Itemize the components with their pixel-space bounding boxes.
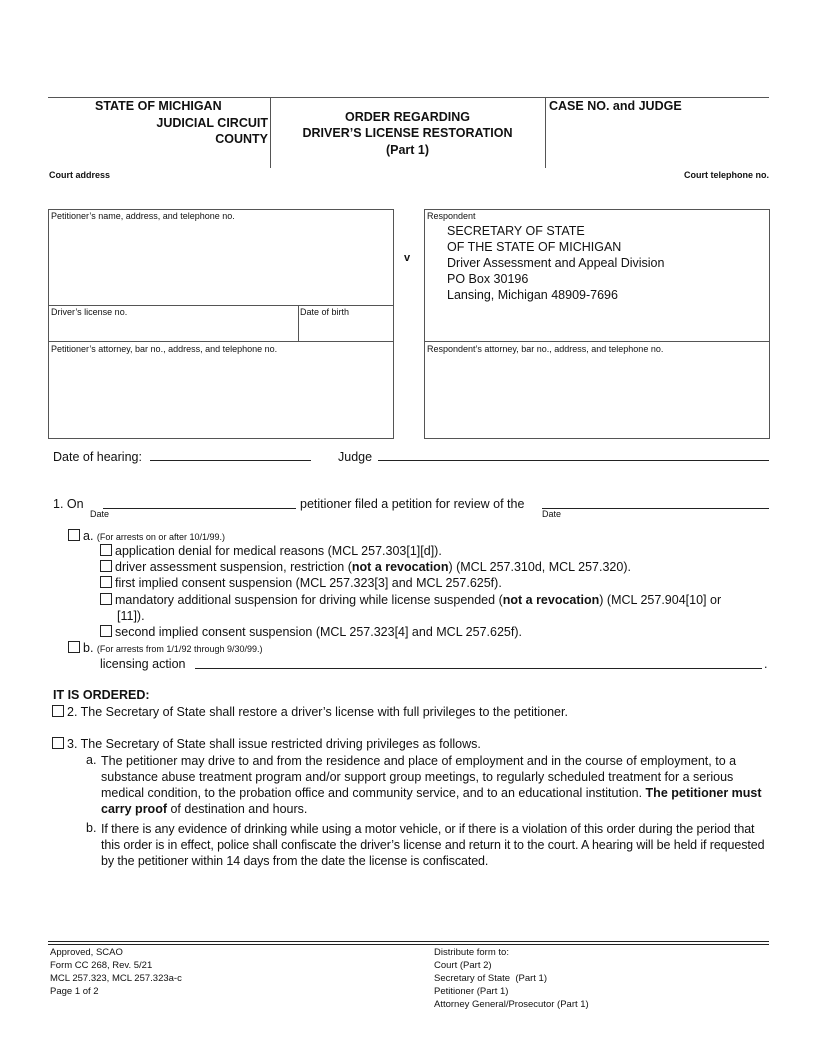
footer-line: Approved, SCAO <box>50 947 123 958</box>
license-field[interactable]: Driver’s license no. <box>51 307 128 317</box>
footer-line: Attorney General/Prosecutor (Part 1) <box>434 999 589 1010</box>
judge-label: Judge <box>338 450 373 464</box>
order-b-label: b. <box>86 821 97 835</box>
option-text: mandatory additional suspension for driving while license suspended ( <box>115 593 503 607</box>
checkbox[interactable] <box>100 593 112 605</box>
hearing-date-label: Date of hearing: <box>53 450 142 464</box>
petitioner-attorney-field[interactable]: Petitioner’s attorney, bar no., address, and telephone no. <box>51 344 278 354</box>
order-text: The petitioner may drive to and from the residence and place of employment and in the course of employment, to a substance abuse treatment program and/or support group meetings, to regularly scheduled treatment for a serious medical condition, to the probation office and community service, and to an educational institution. <box>101 754 737 800</box>
footer-line: Page 1 of 2 <box>50 986 99 997</box>
option-text: driver assessment suspension, restriction ( <box>115 560 352 574</box>
option-b[interactable] <box>68 641 263 655</box>
option-text: not a revocation <box>351 560 449 574</box>
order-heading: IT IS ORDERED: <box>53 688 150 702</box>
form-title: ORDER REGARDING <box>344 110 470 124</box>
item1-on: 1. On <box>53 497 84 511</box>
order-item-2[interactable] <box>52 705 568 719</box>
county-label: COUNTY <box>215 132 268 146</box>
option-text: second implied consent suspension (MCL 257.323[4] and MCL 257.625f). <box>115 625 522 639</box>
form-title: DRIVER’S LICENSE RESTORATION <box>302 126 513 140</box>
respondent-label: Respondent <box>427 211 476 221</box>
divider <box>545 97 546 168</box>
respondent-address <box>447 223 664 303</box>
checkbox[interactable] <box>52 737 64 749</box>
option-note: (For arrests on or after 10/1/99.) <box>96 532 225 542</box>
option-text: first implied consent suspension (MCL 257.323[3] and MCL 257.625f). <box>115 576 502 590</box>
option-label: b. <box>83 641 94 655</box>
order-a-label: a. <box>86 753 97 767</box>
court-address-label: Court address <box>49 170 111 180</box>
filed-date-input[interactable] <box>103 508 296 509</box>
option-text: application denial for medical reasons (MCL 257.303[1][d]). <box>115 544 442 558</box>
court-phone-label: Court telephone no. <box>684 170 769 180</box>
period: . <box>764 657 768 671</box>
footer-line: Form CC 268, Rev. 5/21 <box>50 960 153 971</box>
order-b-text: If there is any evidence of drinking while using a motor vehicle, or if there is a violation of this order during the period that this order is in effect, police shall confiscate the driver’s license and return it to the court. A hearing will be held if requested by the petitioner within 14 days from the date the license is confiscated. <box>101 822 765 868</box>
option-text: [11]). <box>117 609 145 623</box>
divider <box>48 941 769 942</box>
hearing-date-input[interactable] <box>150 460 311 461</box>
footer-left <box>50 946 182 998</box>
form-title: (Part 1) <box>385 143 430 157</box>
divider <box>48 305 393 306</box>
footer-line: Petitioner (Part 1) <box>434 986 509 997</box>
checkbox[interactable] <box>100 544 112 556</box>
dob-field[interactable]: Date of birth <box>300 307 350 317</box>
option-note: (For arrests from 1/1/92 through 9/30/99.) <box>96 644 263 654</box>
order-text: 3. The Secretary of State shall issue restricted driving privileges as follows. <box>67 737 481 751</box>
option-mandatory[interactable] <box>100 593 721 607</box>
option-text: ) (MCL 257.310d, MCL 257.320). <box>448 560 631 574</box>
order-a-text <box>101 753 771 817</box>
checkbox[interactable] <box>100 576 112 588</box>
divider <box>48 97 769 98</box>
address-line: Driver Assessment and Appeal Division <box>447 256 665 270</box>
checkbox[interactable] <box>100 625 112 637</box>
order-item-3[interactable] <box>52 737 481 751</box>
address-line: PO Box 30196 <box>447 272 529 286</box>
footer-line: MCL 257.323, MCL 257.323a-c <box>50 973 182 984</box>
versus-label: v <box>404 252 411 264</box>
footer-line: Distribute form to: <box>434 947 509 958</box>
licensing-action-label: licensing action <box>100 657 186 671</box>
option-second-implied[interactable] <box>100 625 522 639</box>
divider <box>48 944 769 945</box>
checkbox[interactable] <box>100 560 112 572</box>
date-caption: Date <box>90 509 110 519</box>
option-a[interactable] <box>68 529 225 543</box>
option-driver-assessment[interactable] <box>100 560 631 574</box>
item1-text: petitioner filed a petition for review of the <box>300 497 525 511</box>
checkbox[interactable] <box>68 641 80 653</box>
address-line: OF THE STATE OF MICHIGAN <box>447 240 622 254</box>
divider <box>298 305 299 341</box>
footer-line: Secretary of State (Part 1) <box>434 973 547 984</box>
option-text: ) (MCL 257.904[10] or <box>599 593 722 607</box>
checkbox[interactable] <box>52 705 64 717</box>
address-line: SECRETARY OF STATE <box>447 224 585 238</box>
option-label: a. <box>83 529 94 543</box>
divider <box>424 341 769 342</box>
order-text: The petitioner must carry proof <box>101 786 762 816</box>
petition-date-input[interactable] <box>542 508 769 509</box>
licensing-action-input[interactable] <box>195 668 762 669</box>
option-text: not a revocation <box>502 593 600 607</box>
footer-distribution <box>434 946 589 1011</box>
circuit-label: JUDICIAL CIRCUIT <box>156 116 268 130</box>
divider <box>48 341 393 342</box>
option-medical[interactable] <box>100 544 442 558</box>
petitioner-box <box>48 209 394 439</box>
state-label: STATE OF MICHIGAN <box>95 99 222 113</box>
judge-input[interactable] <box>378 460 769 461</box>
order-text: 2. The Secretary of State shall restore a driver’s license with full privileges to the petitioner. <box>67 705 568 719</box>
date-caption: Date <box>542 509 562 519</box>
address-line: Lansing, Michigan 48909-7696 <box>447 288 618 302</box>
respondent-attorney-field[interactable]: Respondent’s attorney, bar no., address, and telephone no. <box>427 344 664 354</box>
case-no-field[interactable]: CASE NO. and JUDGE <box>549 99 682 113</box>
footer-line: Court (Part 2) <box>434 960 492 971</box>
option-first-implied[interactable] <box>100 576 502 590</box>
order-text: of destination and hours. <box>167 802 308 816</box>
petitioner-field[interactable]: Petitioner’s name, address, and telephone no. <box>51 211 235 221</box>
checkbox[interactable] <box>68 529 80 541</box>
